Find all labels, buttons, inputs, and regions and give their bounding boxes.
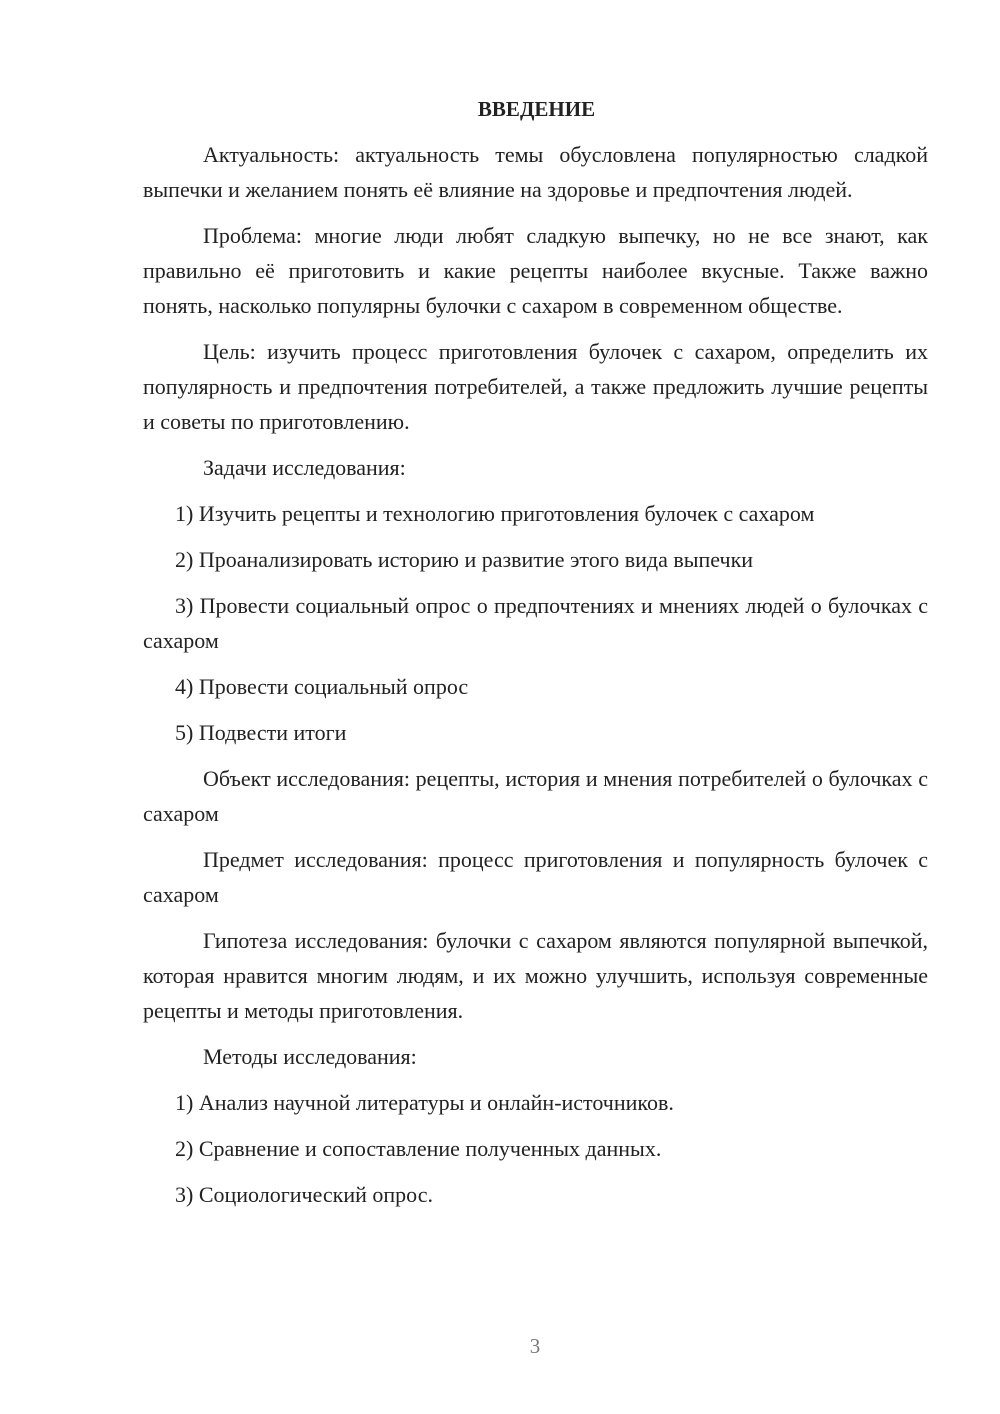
methods-heading: Методы исследования: (203, 1044, 417, 1069)
paragraph-hypothesis: Гипотеза исследования: булочки с сахаром являются популярной выпечкой, которая нравится многим людям, и их можно улучшить, используя современные рецепты и методы приготовления. (143, 928, 928, 1023)
paragraph-object: Объект исследования: рецепты, история и мнения потребителей о булочках с сахаром (143, 766, 928, 826)
task-item: 4) Провести социальный опрос (175, 674, 469, 699)
method-item: 3) Социологический опрос. (175, 1182, 433, 1207)
task-item: 5) Подвести итоги (175, 720, 347, 745)
task-item: 1) Изучить рецепты и технологию приготовления булочек с сахаром (175, 501, 815, 526)
task-item: 2) Проанализировать историю и развитие этого вида выпечки (175, 547, 754, 572)
tasks-heading: Задачи исследования: (203, 455, 406, 480)
page-number: 3 (529, 1334, 541, 1358)
paragraph-subject: Предмет исследования: процесс приготовления и популярность булочек с сахаром (143, 847, 928, 907)
document-body (143, 94, 928, 1223)
task-item: 3) Провести социальный опрос о предпочтениях и мнениях людей о булочках с сахаром (143, 593, 928, 653)
paragraph-goal: Цель: изучить процесс приготовления булочек с сахаром, определить их популярность и предпочтения потребителей, а также предложить лучшие рецепты и советы по приготовлению. (143, 339, 928, 434)
paragraph-problem: Проблема: многие люди любят сладкую выпечку, но не все знают, как правильно её приготовить и какие рецепты наиболее вкусные. Также важно понять, насколько популярны булочки с сахаром в современном обществе. (143, 223, 928, 318)
page-title: ВВЕДЕНИЕ (477, 97, 596, 121)
paragraph-relevance: Актуальность: актуальность темы обусловлена популярностью сладкой выпечки и желанием понять её влияние на здоровье и предпочтения людей. (143, 142, 928, 202)
method-item: 1) Анализ научной литературы и онлайн-источников. (175, 1090, 674, 1115)
method-item: 2) Сравнение и сопоставление полученных данных. (175, 1136, 662, 1161)
